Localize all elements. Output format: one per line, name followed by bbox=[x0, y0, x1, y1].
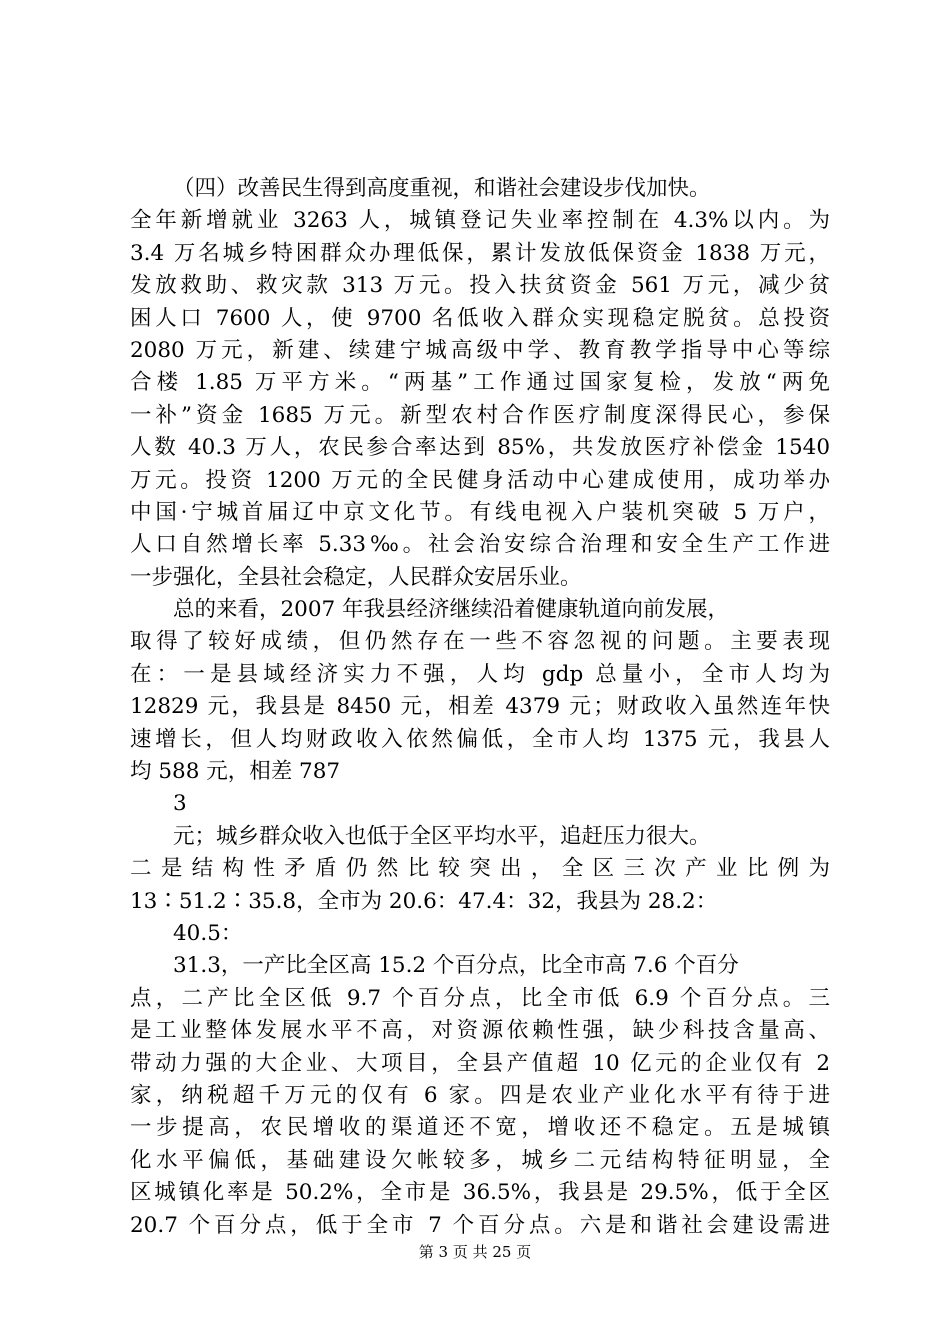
text-line: 3 bbox=[173, 791, 187, 817]
text-line: 全年新增就业 3263 人，城镇登记失业率控制在 4.3%以内。为 bbox=[130, 208, 830, 234]
text-line: 取得了较好成绩，但仍然存在一些不容忽视的问题。主要表现 bbox=[130, 629, 830, 655]
text-line: 中国·宁城首届辽中京文化节。有线电视入户装机突破 5 万户， bbox=[130, 499, 830, 525]
text-line: 家，纳税超千万元的仅有 6 家。四是农业产业化水平有待于进 bbox=[130, 1082, 830, 1108]
text-line: 万元。投资 1200 万元的全民健身活动中心建成使用，成功举办 bbox=[130, 467, 830, 493]
text-line: （四）改善民生得到高度重视，和谐社会建设步伐加快。 bbox=[173, 176, 711, 201]
page-footer bbox=[0, 1242, 950, 1262]
page-number: 第 3 页 共 25 页 bbox=[418, 1243, 532, 1261]
text-line: 带动力强的大企业、大项目，全县产值超 10 亿元的企业仅有 2 bbox=[130, 1050, 830, 1076]
text-line: 是工业整体发展水平不高，对资源依赖性强，缺少科技含量高、 bbox=[130, 1018, 830, 1044]
text-line: 元；城乡群众收入也低于全区平均水平，追赶压力很大。 bbox=[173, 823, 711, 849]
text-line: 人口自然增长率 5.33‰。社会治安综合治理和安全生产工作进 bbox=[130, 532, 830, 558]
text-line: 一步提高，农民增收的渠道还不宽，增收还不稳定。五是城镇 bbox=[130, 1115, 830, 1141]
text-line: 一步强化，全县社会稳定，人民群众安居乐业。 bbox=[130, 564, 582, 590]
text-line: 发放救助、救灾款 313 万元。投入扶贫资金 561 万元，减少贫 bbox=[130, 273, 830, 299]
text-line: 31.3，一产比全区高 15.2 个百分点，比全市高 7.6 个百分 bbox=[173, 953, 739, 979]
text-line: 二是结构性矛盾仍然比较突出，全区三次产业比例为 bbox=[130, 856, 830, 882]
text-line: 13∶51.2∶35.8，全市为 20.6：47.4：32，我县为 28.2： bbox=[130, 888, 718, 914]
text-line: 在：一是县域经济实力不强，人均 gdp 总量小，全市人均为 bbox=[130, 661, 830, 687]
text-line: 一补”资金 1685 万元。新型农村合作医疗制度深得民心，参保 bbox=[130, 402, 830, 428]
body-text bbox=[130, 173, 830, 1242]
text-line: 均 588 元，相差 787 bbox=[130, 759, 341, 785]
text-line: 3.4 万名城乡特困群众办理低保，累计发放低保资金 1838 万元， bbox=[130, 240, 830, 266]
text-line: 12829 元，我县是 8450 元，相差 4379 元；财政收入虽然连年快 bbox=[130, 694, 830, 720]
text-line: 速增长，但人均财政收入依然偏低，全市人均 1375 元，我县人 bbox=[130, 726, 830, 752]
text-line: 总的来看，2007 年我县经济继续沿着健康轨道向前发展， bbox=[173, 597, 730, 623]
text-line: 2080 万元，新建、续建宁城高级中学、教育教学指导中心等综 bbox=[130, 337, 830, 363]
text-line: 合楼 1.85 万平方米。“两基”工作通过国家复检，发放“两免 bbox=[130, 370, 830, 396]
text-line: 困人口 7600 人，使 9700 名低收入群众实现稳定脱贫。总投资 bbox=[130, 305, 830, 331]
text-line: 化水平偏低，基础建设欠帐较多，城乡二元结构特征明显，全 bbox=[130, 1147, 830, 1173]
text-line: 区城镇化率是 50.2%，全市是 36.5%，我县是 29.5%，低于全区 bbox=[130, 1180, 830, 1206]
text-line: 20.7 个百分点，低于全市 7 个百分点。六是和谐社会建设需进 bbox=[130, 1212, 830, 1238]
text-line: 人数 40.3 万人，农民参合率达到 85%，共发放医疗补偿金 1540 bbox=[130, 435, 830, 461]
text-line: 40.5： bbox=[173, 920, 243, 946]
text-line: 点，二产比全区低 9.7 个百分点，比全市低 6.9 个百分点。三 bbox=[130, 985, 830, 1011]
